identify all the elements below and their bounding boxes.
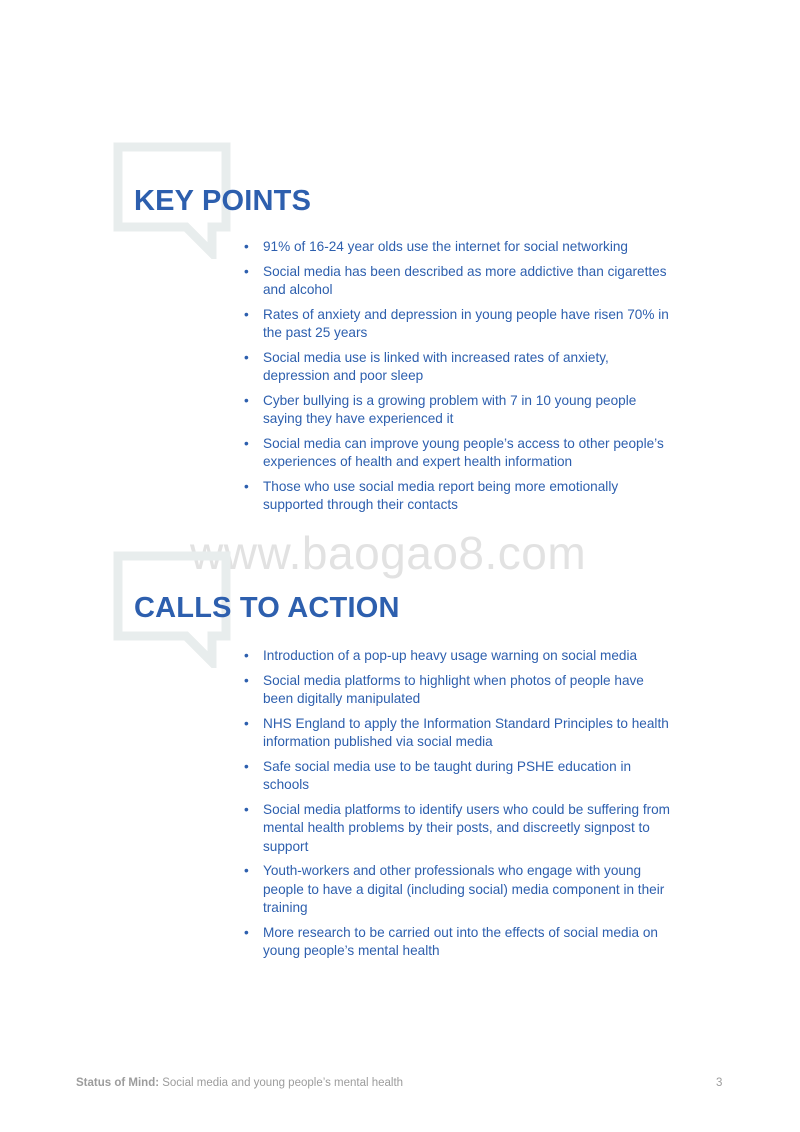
bullet-icon: • — [244, 435, 249, 451]
footer-title-rest: Social media and young people’s mental health — [159, 1077, 404, 1089]
watermark: www.baogao8.com — [190, 527, 587, 579]
list-item-text: Rates of anxiety and depression in young people have risen 70% in the past 25 years — [263, 306, 669, 340]
footer-title — [76, 1077, 403, 1089]
bullet-icon: • — [244, 758, 249, 774]
list-item-text: Safe social media use to be taught during PSHE education in schools — [263, 758, 632, 792]
list-item — [244, 306, 674, 343]
footer-title-bold: Status of Mind: — [76, 1077, 160, 1089]
bullet-icon: • — [244, 392, 249, 408]
calls-to-action-heading: CALLS TO ACTION — [134, 592, 400, 624]
list-item-text: Social media has been described as more addictive than cigarettes and alcohol — [263, 263, 667, 297]
list-item-text: Social media use is linked with increased rates of anxiety, depression and poor sleep — [263, 349, 609, 383]
list-item — [244, 715, 674, 752]
bullet-icon: • — [244, 715, 249, 731]
key-points-heading: KEY POINTS — [134, 185, 312, 217]
bullet-icon: • — [244, 801, 249, 817]
list-item — [244, 478, 674, 515]
calls-to-action-list — [244, 647, 674, 967]
list-item-text: Introduction of a pop-up heavy usage warning on social media — [263, 648, 638, 663]
bullet-icon: • — [244, 648, 249, 663]
list-item — [244, 435, 674, 472]
list-item — [244, 862, 674, 918]
list-item-text: More research to be carried out into the effects of social media on young people’s mental health — [263, 924, 658, 958]
bullet-icon: • — [244, 263, 249, 279]
bullet-icon: • — [244, 306, 249, 322]
bullet-icon: • — [244, 863, 249, 878]
list-item-text: NHS England to apply the Information Standard Principles to health information published via social media — [263, 715, 669, 749]
list-item — [244, 238, 674, 257]
list-item — [244, 349, 674, 386]
bullet-icon: • — [244, 672, 249, 688]
list-item — [244, 263, 674, 300]
list-item-text: Cyber bullying is a growing problem with 7 in 10 young people saying they have experienced it — [263, 392, 637, 426]
list-item-text: Those who use social media report being more emotionally supported through their contacts — [263, 478, 619, 512]
bullet-icon: • — [244, 239, 249, 254]
bullet-icon: • — [244, 478, 249, 494]
list-item-text: 91% of 16-24 year olds use the internet for social networking — [263, 239, 628, 254]
list-item-text: Social media platforms to identify users who could be suffering from mental health problems by their posts, and discreetly signpost to support — [263, 801, 671, 854]
bullet-icon: • — [244, 349, 249, 365]
list-item — [244, 924, 674, 961]
list-item — [244, 672, 674, 709]
list-item — [244, 647, 674, 666]
list-item — [244, 758, 674, 795]
page-number: 3 — [716, 1077, 723, 1089]
list-item — [244, 801, 674, 857]
list-item — [244, 392, 674, 429]
key-points-list — [244, 238, 674, 521]
list-item-text: Social media platforms to highlight when photos of people have been digitally manipulated — [263, 672, 644, 706]
list-item-text: Social media can improve young people’s access to other people’s experiences of health and expert health information — [263, 435, 664, 469]
bullet-icon: • — [244, 924, 249, 940]
list-item-text: Youth-workers and other professionals who engage with young people to have a digital (including social) media component in their training — [263, 863, 665, 915]
